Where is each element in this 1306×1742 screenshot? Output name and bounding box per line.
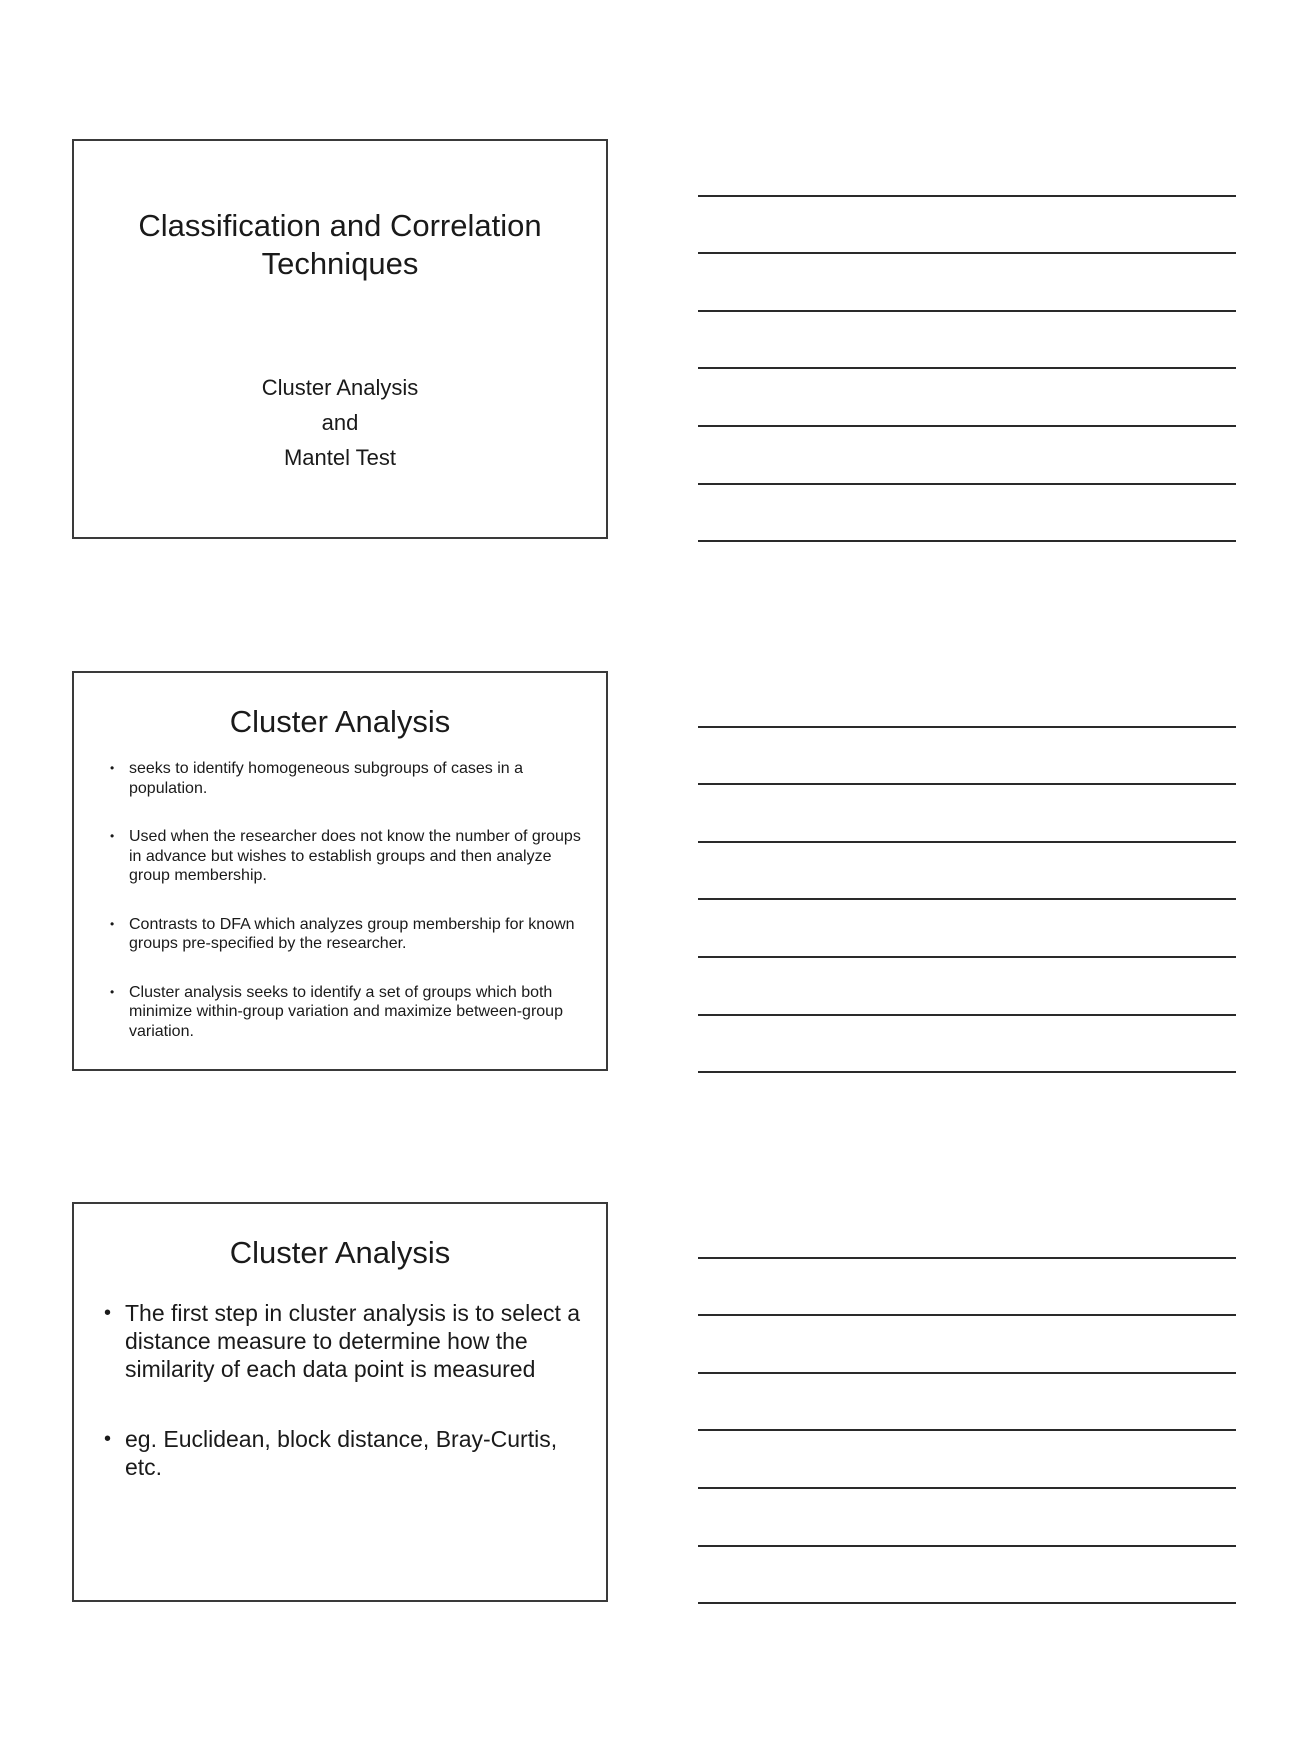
list-item: [104, 1425, 595, 1481]
bullet-text: Contrasts to DFA which analyzes group membership for known groups pre-specified by the researcher.: [129, 915, 575, 952]
slide-2: [72, 671, 608, 1071]
bullet-icon: •: [110, 829, 115, 843]
bullet-icon: •: [110, 984, 115, 999]
slide-1-title: [74, 207, 606, 283]
note-line: [698, 1602, 1236, 1604]
bullet-icon: •: [104, 1302, 112, 1324]
bullet-icon: •: [110, 761, 115, 775]
slide-1-title-line-1: Classification and Correlation: [138, 208, 542, 243]
note-line: [698, 1429, 1236, 1431]
bullet-icon: •: [104, 1428, 112, 1450]
bullet-text: seeks to identify homogeneous subgroups of cases in a population.: [129, 760, 524, 797]
note-line: [698, 1071, 1236, 1073]
note-line: [698, 252, 1236, 254]
slide-1-subtitle-line-2: and: [321, 410, 359, 435]
bullet-text: Used when the researcher does not know the number of groups in advance but wishes to establish groups and then analyze group membership.: [129, 828, 581, 884]
slide-1-subtitle-line-1: Cluster Analysis: [261, 375, 419, 400]
list-item: [104, 1299, 595, 1383]
note-line: [698, 898, 1236, 900]
note-line: [698, 726, 1236, 728]
note-line: [698, 956, 1236, 958]
note-line: [698, 483, 1236, 485]
note-line: [698, 1372, 1236, 1374]
bullet-text: Cluster analysis seeks to identify a set of groups which both minimize within-group variation and maximize between-group variation.: [129, 983, 563, 1040]
slide-1: [72, 139, 608, 539]
slide-1-title-line-2: Techniques: [261, 246, 419, 281]
slide-3-title: Cluster Analysis: [229, 1235, 451, 1270]
note-line: [698, 841, 1236, 843]
slide-2-title: Cluster Analysis: [229, 704, 451, 739]
slide-1-subtitle-line-3: Mantel Test: [283, 445, 397, 470]
list-item: [110, 983, 587, 1042]
note-line: [698, 783, 1236, 785]
note-line: [698, 425, 1236, 427]
note-line: [698, 540, 1236, 542]
list-item: [110, 915, 587, 954]
bullet-text: The first step in cluster analysis is to select a distance measure to determine how the similarity of each data point is measured: [125, 1300, 581, 1382]
note-line: [698, 1487, 1236, 1489]
slide-1-subtitle: [74, 370, 606, 475]
bullet-icon: •: [110, 916, 115, 931]
slide-2-bullet-list: [110, 759, 587, 1070]
list-item: [110, 827, 587, 886]
note-line: [698, 310, 1236, 312]
note-line: [698, 195, 1236, 197]
bullet-text: eg. Euclidean, block distance, Bray-Curtis, etc.: [125, 1426, 558, 1480]
slide-3-bullet-list: [104, 1299, 595, 1523]
note-line: [698, 1257, 1236, 1259]
note-line: [698, 1314, 1236, 1316]
note-line: [698, 1545, 1236, 1547]
list-item: [110, 759, 587, 798]
slide-3: [72, 1202, 608, 1602]
note-line: [698, 367, 1236, 369]
note-line: [698, 1014, 1236, 1016]
